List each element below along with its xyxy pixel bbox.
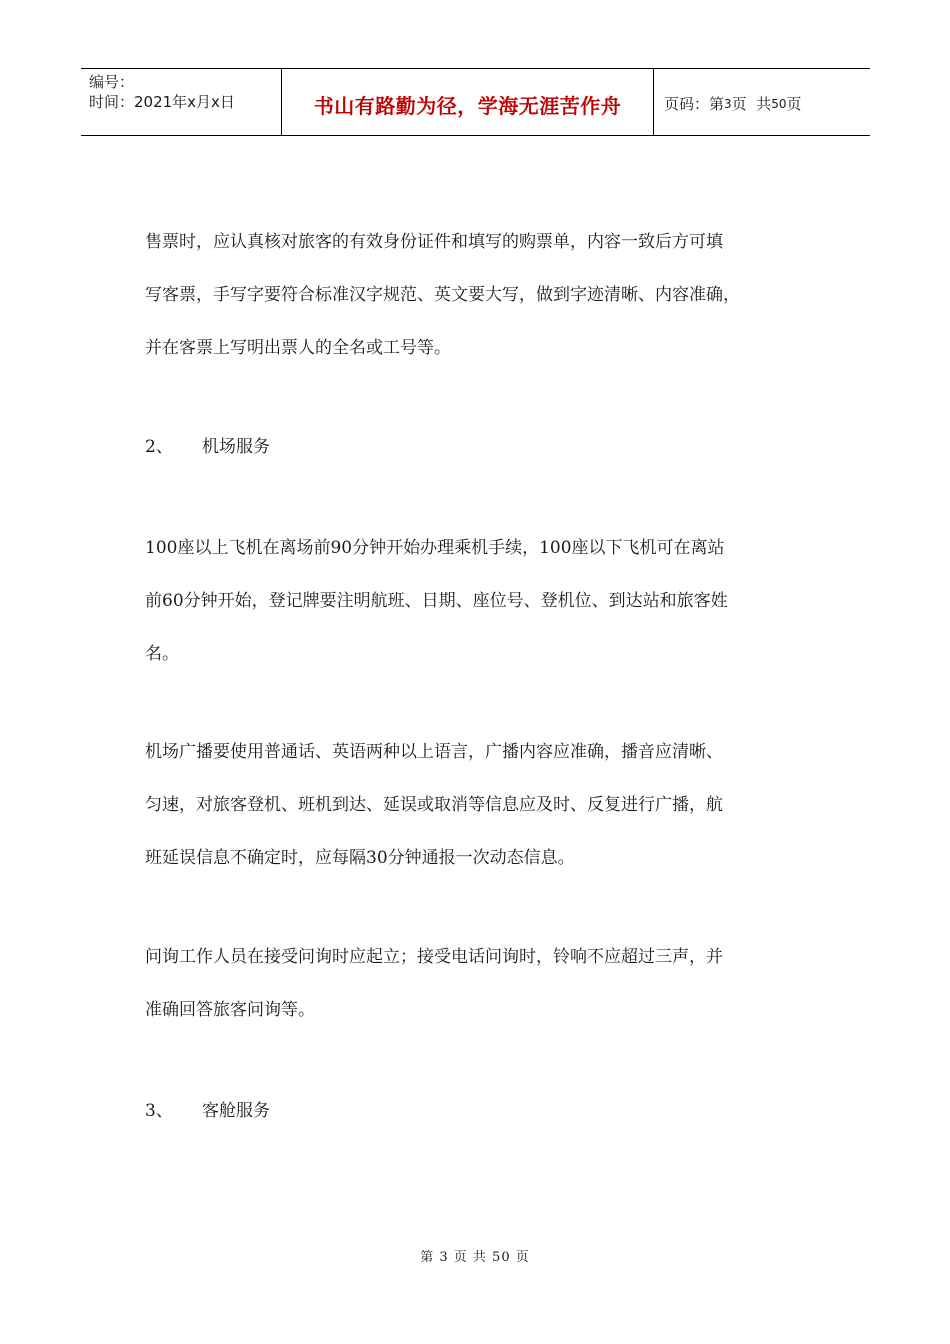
text-line: 班延误信息不确定时，应每隔30分钟通报一次动态信息。: [145, 848, 575, 868]
page-footer: 第 3 页 共 50 页: [420, 1250, 530, 1265]
paragraph-checkin: [145, 522, 805, 681]
text-line: 机场广播要使用普通话、英语两种以上语言，广播内容应准确，播音应清晰、: [145, 742, 723, 762]
text-line: 准确回答旅客问询等。: [145, 1000, 315, 1020]
text-line: 写客票，手写字要符合标准汉字规范、英文要大写，做到字迹清晰、内容准确，: [145, 285, 740, 305]
section-heading-airport: [145, 435, 270, 459]
text-line: 并在客票上写明出票人的全名或工号等。: [145, 338, 451, 358]
text-line: 前60分钟开始，登记牌要注明航班、日期、座位号、登机位、到达站和旅客姓: [145, 591, 728, 611]
paragraph-ticketing: [145, 216, 805, 375]
paragraph-inquiry: [145, 931, 805, 1037]
text-line: 匀速，对旅客登机、班机到达、延误或取消等信息应及时、反复进行广播，航: [145, 795, 723, 815]
page-mid: 页 共: [731, 95, 772, 113]
header-page-info: [654, 69, 870, 135]
date-label: 时间：2021年x月x日: [89, 93, 235, 111]
text-line: 问询工作人员在接受问询时应起立；接受电话问询时，铃响不应超过三声，并: [145, 947, 723, 967]
header-motto: 书山有路勤为径，学海无涯苦作舟: [282, 69, 654, 135]
section-title: 客舱服务: [202, 1101, 270, 1121]
section-heading-cabin: [145, 1099, 270, 1123]
page-prefix: 页码：第: [664, 95, 725, 113]
header-meta: [81, 69, 282, 135]
page-suffix: 页: [786, 95, 802, 113]
section-title: 机场服务: [202, 437, 270, 457]
paragraph-broadcast: [145, 726, 805, 885]
page-current: 3: [724, 96, 732, 111]
page-header: [81, 68, 870, 136]
section-number: 3、: [145, 1101, 173, 1121]
text-line: 名。: [145, 644, 179, 664]
page-total: 50: [771, 96, 787, 111]
section-number: 2、: [145, 437, 173, 457]
serial-label: 编号：: [89, 73, 135, 91]
text-line: 售票时，应认真核对旅客的有效身份证件和填写的购票单，内容一致后方可填: [145, 232, 723, 252]
text-line: 100座以上飞机在离场前90分钟开始办理乘机手续，100座以下飞机可在离站: [145, 538, 725, 558]
